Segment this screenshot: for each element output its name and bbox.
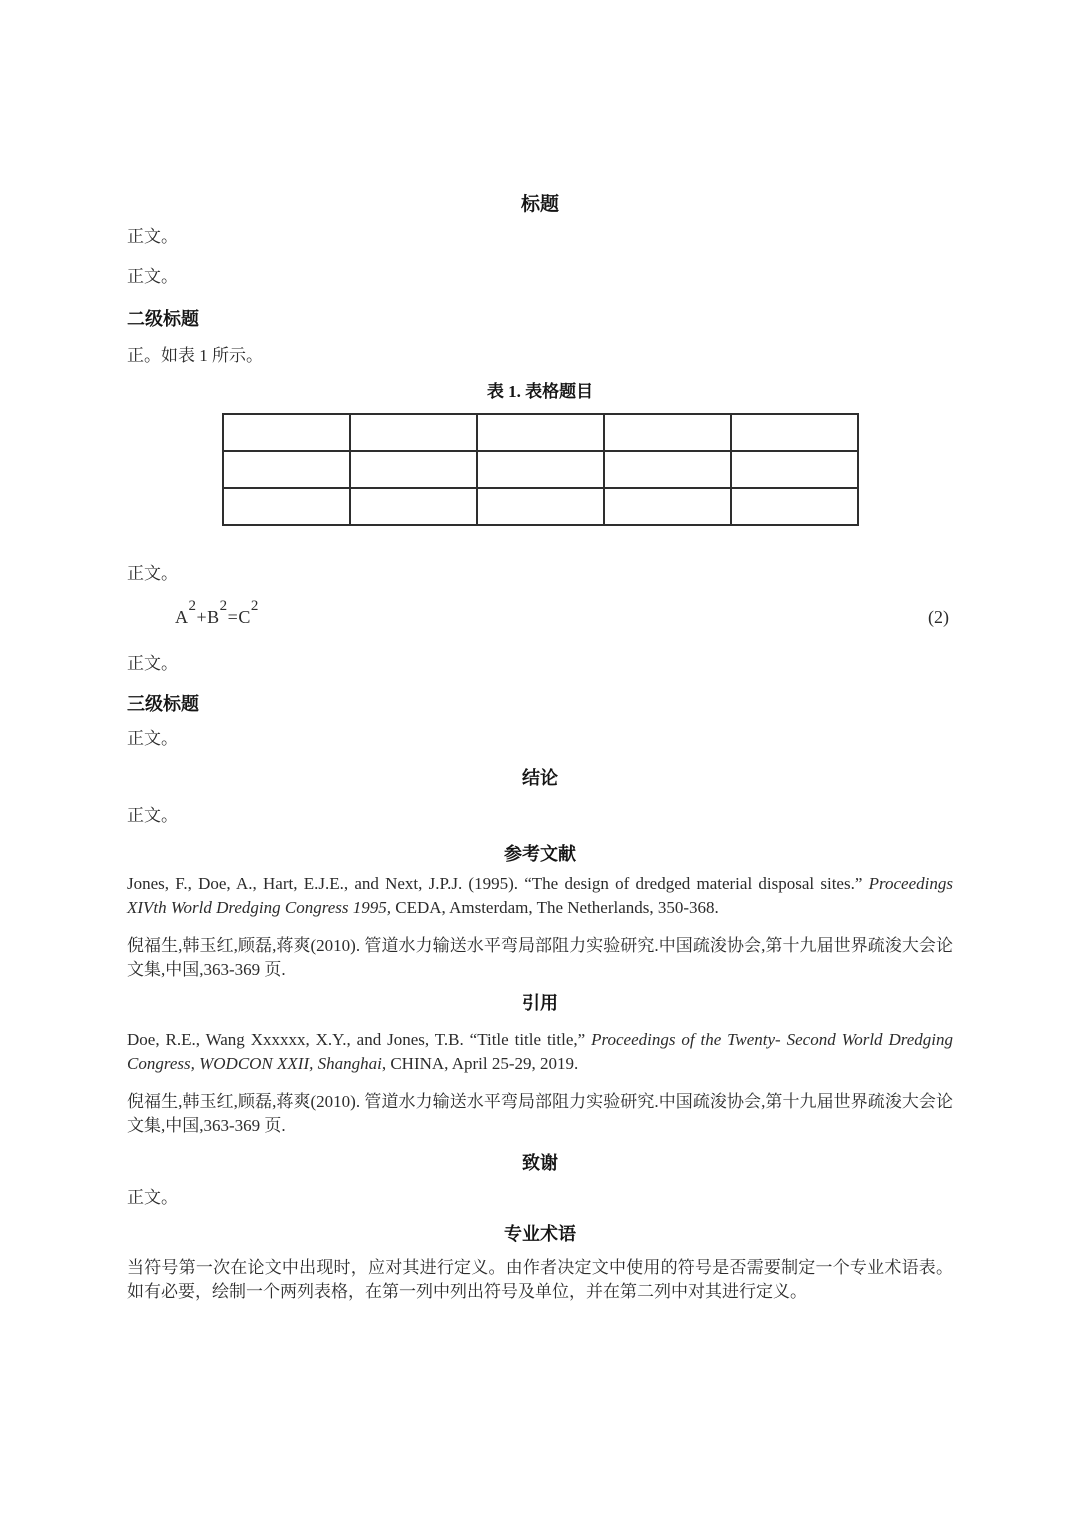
table-cell (223, 451, 350, 488)
section-heading-acknowledgements: 致谢 (522, 1153, 558, 1173)
table-cell (350, 451, 477, 488)
table-cell (223, 414, 350, 451)
table-row (223, 451, 858, 488)
reference-entry-chinese: 倪福生,韩玉红,顾磊,蒋爽(2010). 管道水力输送水平弯局部阻力实验研究.中国疏浚协会,第十九届世界疏浚大会论文集,中国,363-369 页. (127, 936, 953, 979)
table-cell (604, 414, 731, 451)
table-cell (731, 451, 858, 488)
table-cell (604, 488, 731, 525)
equation-number: (2) (928, 607, 949, 627)
table-intro-paragraph: 正。如表 1 所示。 (127, 346, 263, 365)
table-cell (477, 414, 604, 451)
body-paragraph: 正文。 (127, 564, 178, 583)
equation-term: +B (196, 607, 220, 627)
section-heading-level2: 二级标题 (127, 309, 199, 329)
reference-text: CEDA, Amsterdam, The Netherlands, 350-368. (390, 898, 719, 917)
reference-proceedings-title: Proceedings XIVth World Dredging Congress 1995, (127, 874, 953, 917)
body-paragraph: 正文。 (127, 227, 178, 246)
citation-text: , CHINA, April 25-29, 2019. (381, 1054, 579, 1073)
body-paragraph: 正文。 (127, 806, 178, 825)
table-row (223, 488, 858, 525)
section-heading-level3: 三级标题 (127, 694, 199, 714)
equation-block (127, 598, 953, 632)
reference-text: Jones, F., Doe, A., Hart, E.J.E., and Next, J.P.J. (1995). “The design of dredged material disposal sites.” (127, 874, 869, 893)
page-title: 标题 (520, 194, 559, 215)
body-paragraph: 正文。 (127, 729, 178, 748)
table-cell (350, 488, 477, 525)
section-heading-citation: 引用 (522, 993, 558, 1013)
table-cell (731, 488, 858, 525)
body-paragraph: 正文。 (127, 267, 178, 286)
reference-entry-english (127, 872, 953, 920)
table-row (223, 414, 858, 451)
table-caption: 表 1. 表格题目 (486, 382, 594, 401)
body-paragraph: 正文。 (127, 1188, 178, 1207)
equation-superscript: 2 (188, 598, 197, 614)
terminology-paragraph: 当符号第一次在论文中出现时，应对其进行定义。由作者决定文中使用的符号是否需要制定一个专业术语表。如有必要，绘制一个两列表格，在第一列中列出符号及单位，并在第二列中对其进行定义。 (127, 1258, 953, 1301)
section-heading-conclusion: 结论 (522, 768, 558, 788)
citation-proceedings-title: Proceedings of the Twenty- Second World Dredging Congress, WODCON XXII, Shanghai (127, 1030, 953, 1073)
equation-term: =C (227, 607, 251, 627)
equation-expression (175, 598, 259, 632)
sample-table (222, 413, 859, 526)
table-cell (223, 488, 350, 525)
table-cell (604, 451, 731, 488)
citation-entry-english (127, 1028, 953, 1076)
equation-superscript: 2 (250, 598, 259, 614)
citation-text: Doe, R.E., Wang Xxxxxx, X.Y., and Jones, T.B. “Title title title,” (127, 1030, 592, 1049)
table-cell (477, 451, 604, 488)
table-cell (350, 414, 477, 451)
equation-superscript: 2 (219, 598, 228, 614)
table-cell (477, 488, 604, 525)
table-cell (731, 414, 858, 451)
equation-term: A (175, 607, 189, 627)
citation-entry-chinese: 倪福生,韩玉红,顾磊,蒋爽(2010). 管道水力输送水平弯局部阻力实验研究.中国疏浚协会,第十九届世界疏浚大会论文集,中国,363-369 页. (127, 1092, 953, 1135)
section-heading-references: 参考文献 (504, 844, 576, 864)
body-paragraph: 正文。 (127, 654, 178, 673)
section-heading-terminology: 专业术语 (504, 1224, 576, 1244)
